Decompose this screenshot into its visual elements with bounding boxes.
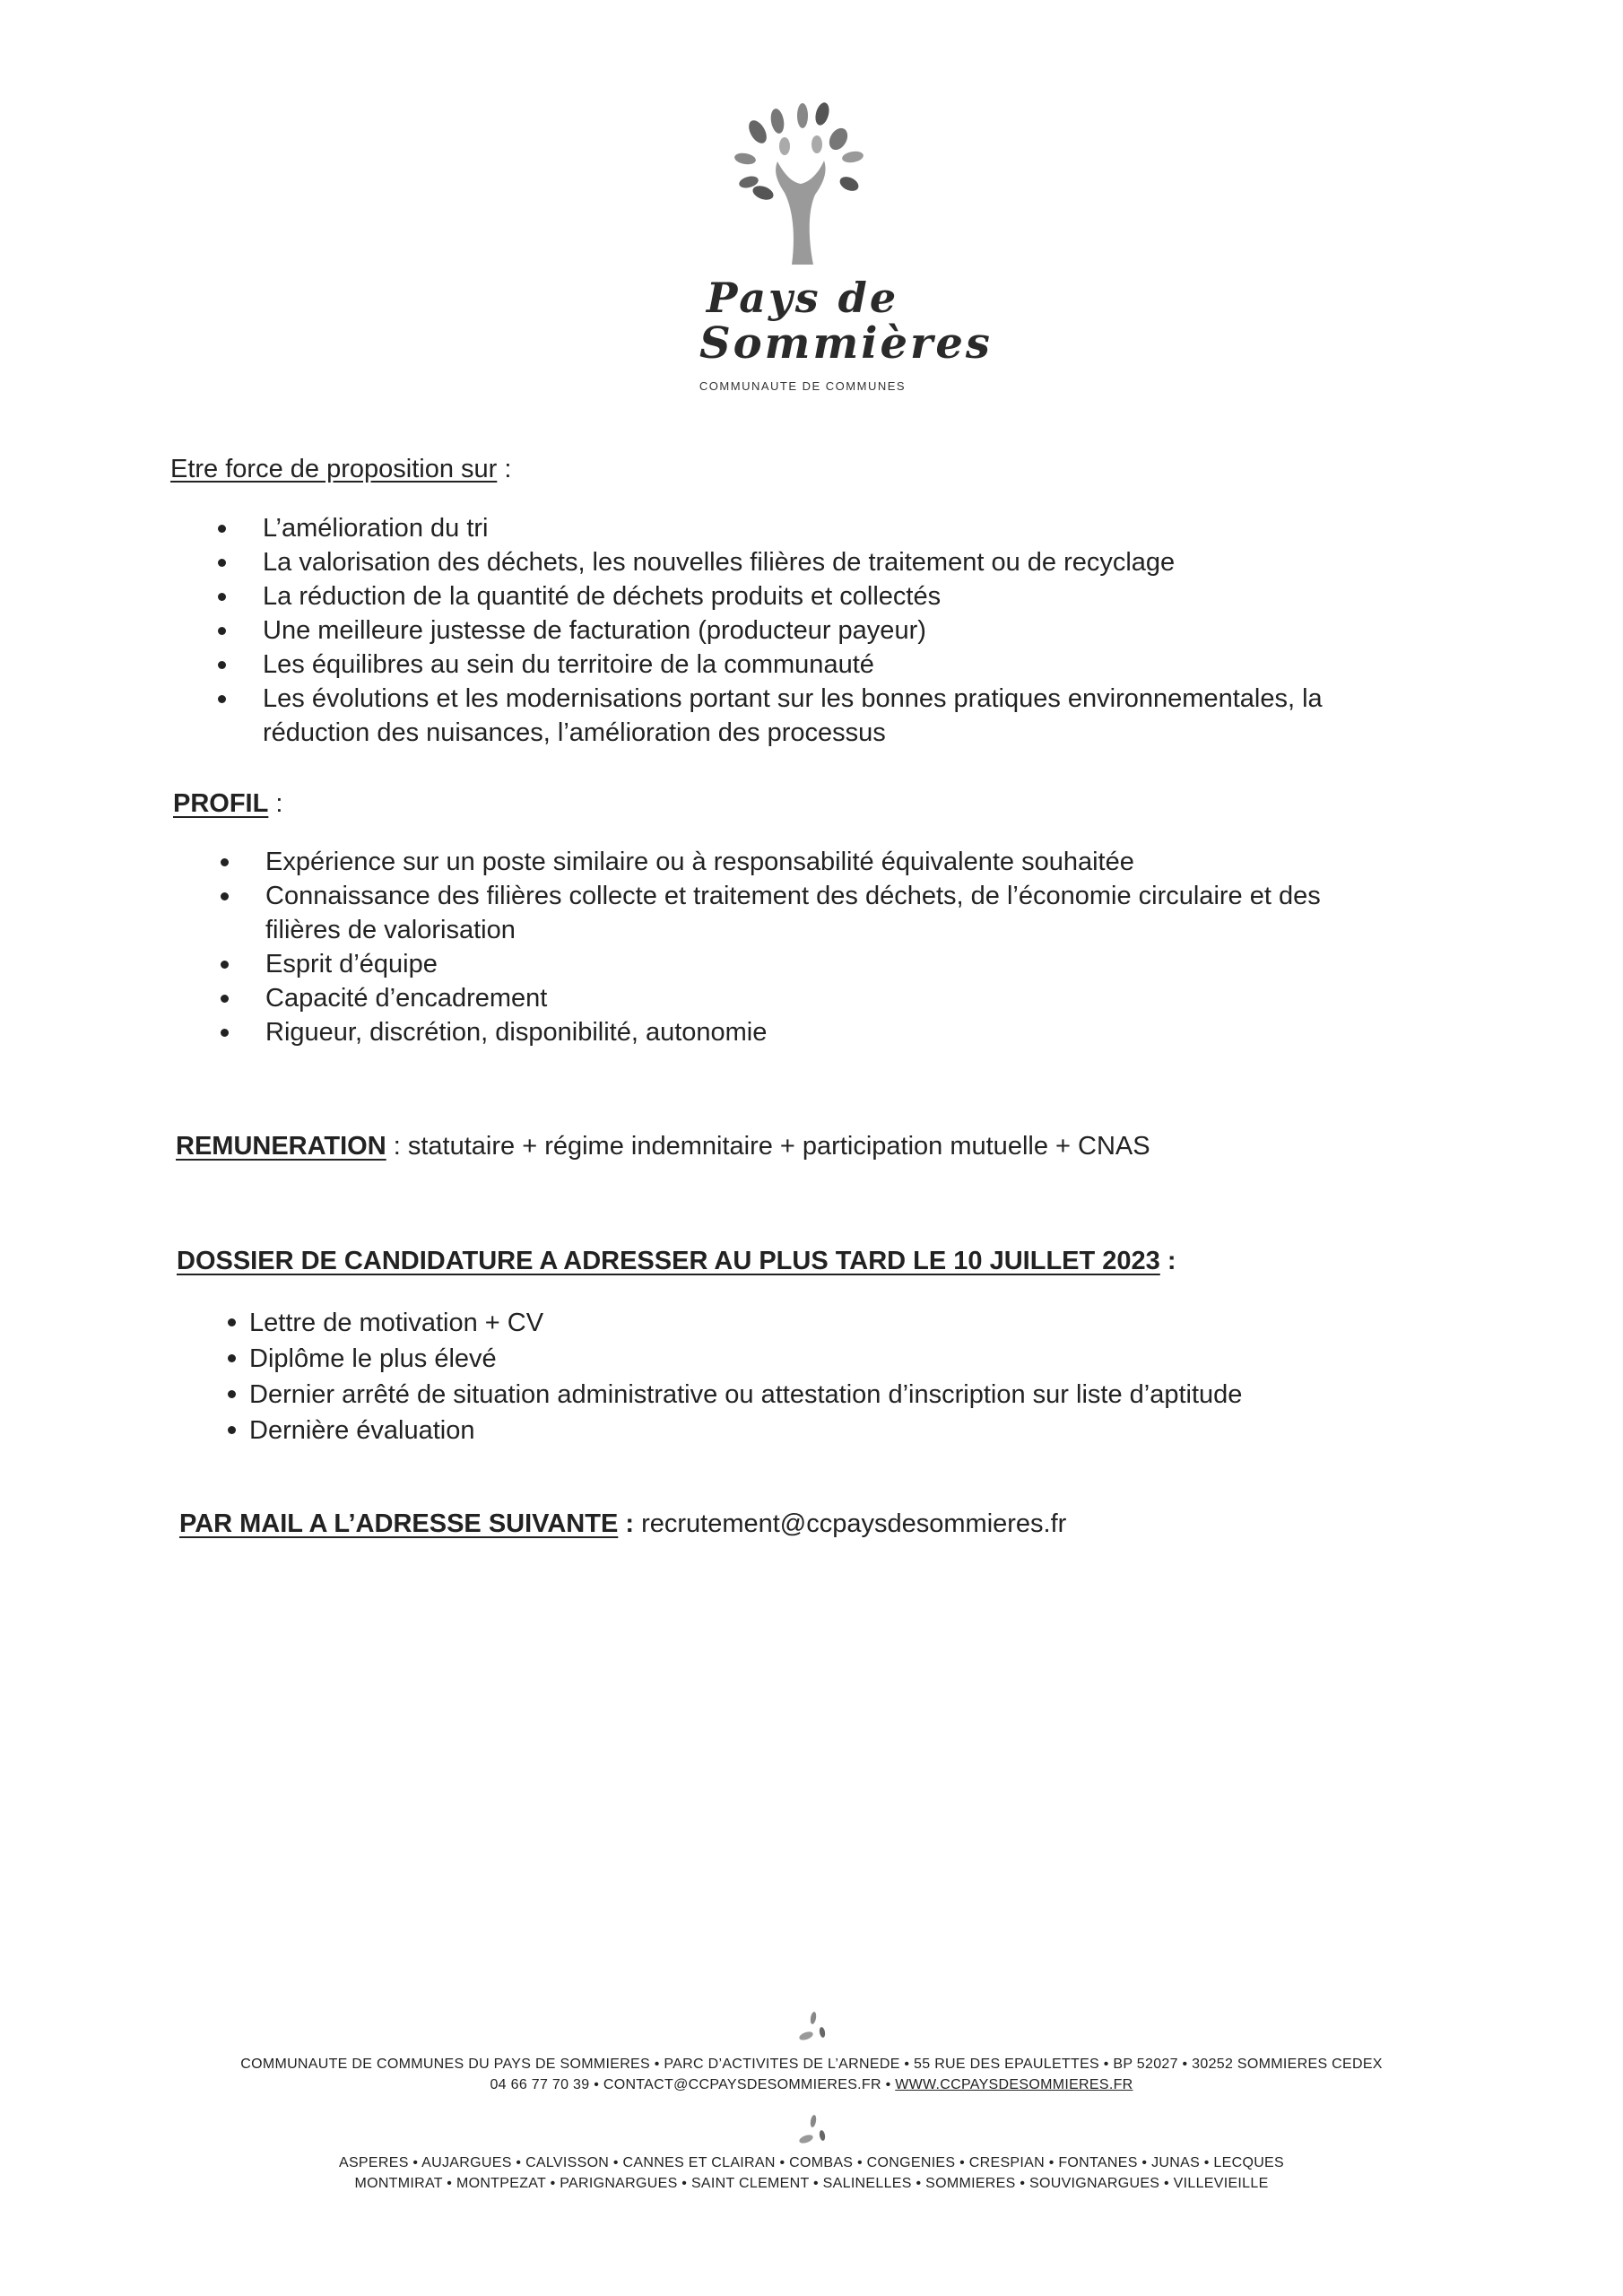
- tree-logo-icon: [722, 94, 883, 274]
- list-item: Dernière évaluation: [249, 1413, 1242, 1448]
- proposition-colon: :: [497, 455, 512, 483]
- list-item: Rigueur, discrétion, disponibilité, autonomie: [265, 1015, 1321, 1049]
- footer-communes-line2: MONTMIRAT • MONTPEZAT • PARIGNARGUES • SAINT CLEMENT • SALINELLES • SOMMIERES • SOUVIGNARGUES • VILLEVIEILLE: [354, 2176, 1269, 2191]
- mail-line: [179, 1509, 1066, 1539]
- mail-label: PAR MAIL A L’ADRESSE SUIVANTE: [179, 1509, 619, 1538]
- proposition-label: Etre force de proposition sur: [170, 455, 498, 483]
- mail-colon: :: [618, 1509, 642, 1538]
- remuneration-line: [176, 1132, 1150, 1161]
- footer-communes: [0, 2152, 1623, 2194]
- leaf-icon: [794, 2009, 833, 2045]
- list-item: Expérience sur un poste similaire ou à responsabilité équivalente souhaitée: [265, 845, 1321, 879]
- list-item: Esprit d’équipe: [265, 947, 1321, 981]
- list-item: Les équilibres au sein du territoire de la communauté: [263, 648, 1323, 682]
- footer-website-link[interactable]: WWW.CCPAYSDESOMMIERES.FR: [895, 2077, 1133, 2092]
- footer-address: [0, 2054, 1623, 2095]
- list-item: Lettre de motivation + CV: [249, 1305, 1242, 1341]
- footer-contact-line: 04 66 77 70 39 • CONTACT@CCPAYSDESOMMIERES.FR • WWW.CCPAYSDESOMMIERES.FR: [490, 2077, 1133, 2092]
- dossier-label: DOSSIER DE CANDIDATURE A ADRESSER AU PLUS TARD LE 10 JUILLET 2023: [177, 1247, 1160, 1275]
- list-item-continuation: filières de valorisation: [265, 916, 516, 944]
- dossier-heading: [177, 1247, 1176, 1276]
- list-item: Les évolutions et les modernisations portant sur les bonnes pratiques environnementales, la: [263, 682, 1323, 716]
- list-item: Diplôme le plus élevé: [249, 1341, 1242, 1377]
- list-item-continuation: réduction des nuisances, l’amélioration des processus: [263, 718, 886, 747]
- mail-address[interactable]: recrutement@ccpaysdesommieres.fr: [641, 1509, 1067, 1538]
- remuneration-text: : statutaire + régime indemnitaire + participation mutuelle + CNAS: [386, 1132, 1150, 1161]
- footer-communes-line1: ASPERES • AUJARGUES • CALVISSON • CANNES ET CLAIRAN • COMBAS • CONGENIES • CRESPIAN • FONTANES • JUNAS • LECQUES: [338, 2155, 1284, 2170]
- profil-list: [265, 845, 1321, 1049]
- proposition-list: [263, 511, 1323, 750]
- list-item: Capacité d’encadrement: [265, 981, 1321, 1015]
- profil-colon: :: [268, 789, 283, 818]
- proposition-heading: [170, 455, 511, 484]
- logo-title-line2: Sommières: [699, 318, 993, 369]
- footer-address-line: COMMUNAUTE DE COMMUNES DU PAYS DE SOMMIERES • PARC D’ACTIVITES DE L’ARNEDE • 55 RUE DES EPAULETTES • BP 52027 • 30252 SOMMIERES CEDEX: [240, 2057, 1383, 2072]
- dossier-colon: :: [1159, 1247, 1176, 1275]
- logo-title-line1: Pays de: [706, 274, 899, 322]
- leaf-icon: [794, 2112, 833, 2148]
- list-item: Une meilleure justesse de facturation (producteur payeur): [263, 613, 1323, 648]
- remuneration-label: REMUNERATION: [176, 1132, 386, 1161]
- list-item: La valorisation des déchets, les nouvelles filières de traitement ou de recyclage: [263, 545, 1323, 579]
- profil-heading: [173, 789, 282, 819]
- list-item: La réduction de la quantité de déchets produits et collectés: [263, 579, 1323, 613]
- logo-subtitle: COMMUNAUTE DE COMMUNES: [699, 379, 907, 393]
- dossier-list: [249, 1305, 1242, 1448]
- logo: [699, 94, 993, 399]
- profil-label: PROFIL: [173, 789, 269, 818]
- list-item: Dernier arrêté de situation administrative ou attestation d’inscription sur liste d’aptitude: [249, 1377, 1242, 1413]
- list-item: L’amélioration du tri: [263, 511, 1323, 545]
- list-item: Connaissance des filières collecte et traitement des déchets, de l’économie circulaire et des: [265, 879, 1321, 913]
